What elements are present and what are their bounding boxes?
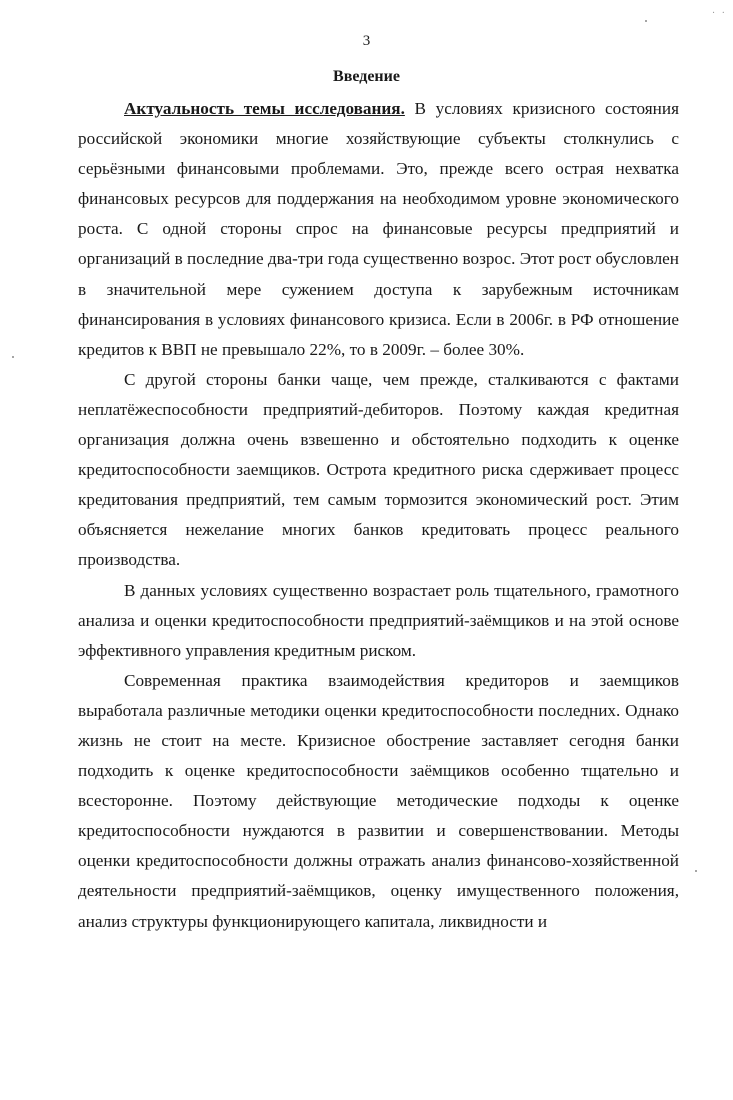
paragraph-lead: Актуальность темы исследования.	[124, 99, 405, 118]
scan-speck	[695, 870, 697, 872]
section-title: Введение	[333, 68, 400, 85]
scan-edge-mark: · ·	[711, 8, 727, 19]
scan-speck	[645, 20, 647, 22]
paragraph-practice	[78, 666, 679, 937]
paragraph-relevance	[78, 94, 679, 365]
page-number: 3	[362, 33, 371, 49]
document-body	[78, 94, 679, 937]
paragraph-conditions	[78, 576, 679, 666]
scan-speck	[12, 356, 14, 358]
paragraph-text: Современная практика взаимодействия кредиторов и заемщиков выработала различные методики оценки кредитоспособности последних. Однако жизнь не стоит на месте. Кризисное обострение заставляет сегодня банки подходить к оценке кредитоспособности заёмщиков особенно тщательно и всесторонне. Поэтому действующие методические подходы к оценке кредитоспособности нуждаются в развитии и совершенствовании. Методы оценки кредитоспособности должны отражать анализ финансово-хозяйственной деятельности предприятий-заёмщиков, оценку имущественного положения, анализ структуры функционирующего капитала, ликвидности и	[78, 670, 679, 931]
paragraph-text: В условиях кризисного состояния российской экономики многие хозяйствующие субъекты столкнулись с серьёзными финансовыми проблемами. Это, прежде всего острая нехватка финансовых ресурсов для поддержания на необходимом уровне экономического роста. С одной стороны спрос на финансовые ресурсы предприятий и организаций в последние два-три года существенно возрос. Этот рост обусловлен в значительной мере сужением доступа к зарубежным источникам финансирования в условиях финансового кризиса. Если в 2006г. в РФ отношение кредитов к ВВП не превышало 22%, то в 2009г. – более 30%.	[78, 99, 679, 359]
paragraph-text: В данных условиях существенно возрастает роль тщательного, грамотного анализа и оценки кредитоспособности предприятий-заёмщиков и на этой основе эффективного управления кредитным риском.	[78, 580, 679, 660]
paragraph-banks	[78, 365, 679, 576]
paragraph-text: С другой стороны банки чаще, чем прежде, сталкиваются с фактами неплатёжеспособности предприятий-дебиторов. Поэтому каждая кредитная организация должна очень взвешенно и обстоятельно подходить к оценке кредитоспособности заемщиков. Острота кредитного риска сдерживает процесс кредитования предприятий, тем самым тормозится экономический рост. Этим объясняется нежелание многих банков кредитовать процесс реального производства.	[78, 369, 679, 570]
